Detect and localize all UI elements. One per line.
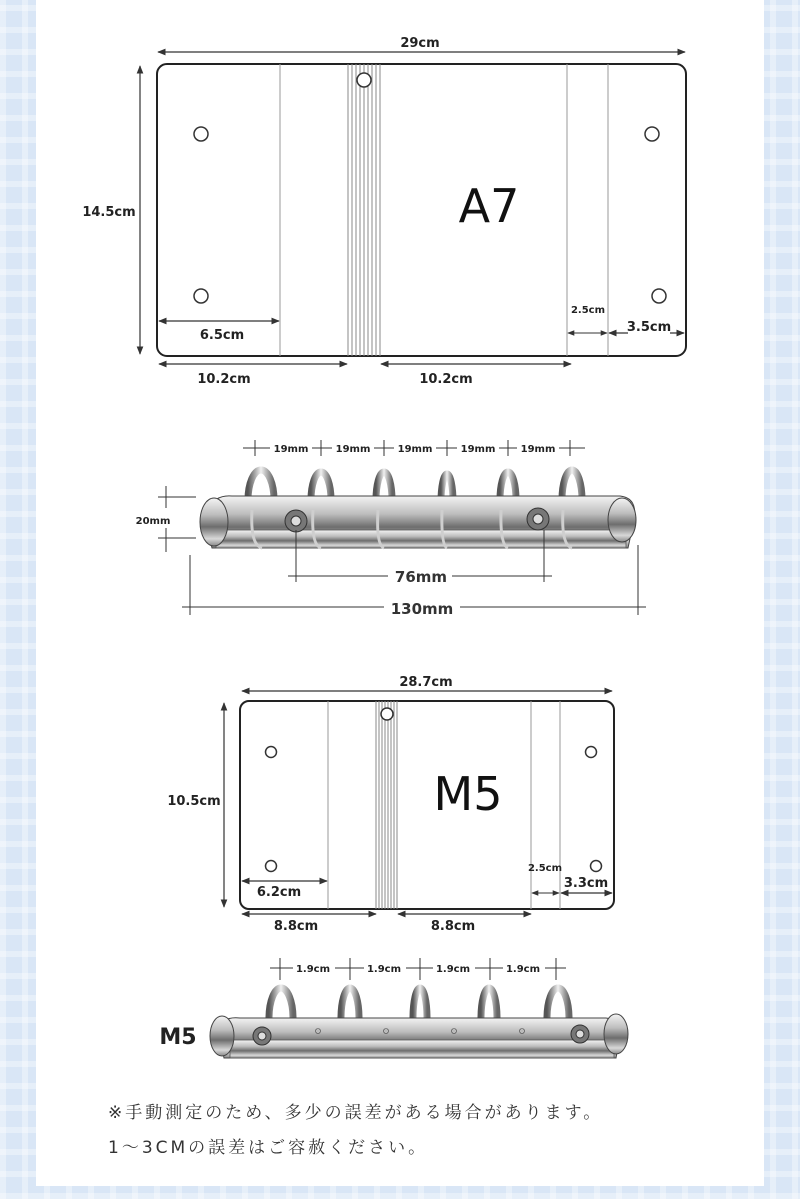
a7-right-panel-label: 3.5cm [626,320,672,335]
m5-ring-spacing-label: 1.9cm [295,964,331,975]
m5-left-cover-label: 8.8cm [273,919,319,934]
a7-screw-span-label: 76mm [394,568,448,586]
a7-ring-mechanism [136,440,646,618]
a7-ring-spacing-label: 19mm [335,444,371,455]
m5-rivet-icon [586,747,597,758]
m5-rivet-icon [591,861,602,872]
m5-snap-icon [381,708,393,720]
a7-left-cover-label: 10.2cm [197,372,251,387]
a7-right-cover-label: 10.2cm [419,372,473,387]
m5-width-label: 28.7cm [399,675,453,690]
m5-rivet-icon [266,861,277,872]
a7-rivet-icon [645,127,659,141]
m5-ring-spacing-label: 1.9cm [505,964,541,975]
a7-ring-length-label: 130mm [390,600,454,618]
m5-binder-diagram [166,673,614,934]
a7-rivet-icon [652,289,666,303]
m5-ring-label: M5 [159,1025,197,1050]
a7-height-label: 14.5cm [82,205,136,220]
m5-right-cover-label: 8.8cm [430,919,476,934]
screw-icon [291,516,301,526]
m5-ring-mechanism [159,958,628,1058]
m5-left-panel-label: 6.2cm [256,885,302,900]
screw-icon [258,1032,266,1040]
a7-binder-diagram [82,34,686,387]
a7-outline [157,64,686,356]
screw-icon [576,1030,584,1038]
a7-ring-height-label: 20mm [135,516,171,527]
m5-ring-spacing-label: 1.9cm [435,964,471,975]
a7-ring-spacing-label: 19mm [520,444,556,455]
a7-rivet-icon [194,289,208,303]
m5-ring-spacing-label: 1.9cm [366,964,402,975]
a7-snap-icon [357,73,371,87]
a7-ring-spacing-label: 19mm [460,444,496,455]
m5-pocket-label: 2.5cm [527,863,563,874]
m5-model-label: M5 [433,767,503,821]
m5-rivet-icon [266,747,277,758]
note-line-1: ※手動測定のため、多少の誤差がある場合があります。 [108,1103,604,1123]
m5-right-panel-label: 3.3cm [563,876,609,891]
m5-outline [240,701,614,909]
a7-rivet-icon [194,127,208,141]
screw-icon [533,514,543,524]
a7-width-label: 29cm [400,36,440,51]
a7-model-label: A7 [458,179,520,233]
a7-ring-spacing-label: 19mm [273,444,309,455]
a7-ring-spacing-label: 19mm [397,444,433,455]
a7-pocket-label: 2.5cm [570,305,606,316]
note-line-2: 1～3CMの誤差はご容赦ください。 [108,1138,429,1158]
a7-left-panel-label: 6.5cm [199,328,245,343]
m5-height-label: 10.5cm [167,794,221,809]
